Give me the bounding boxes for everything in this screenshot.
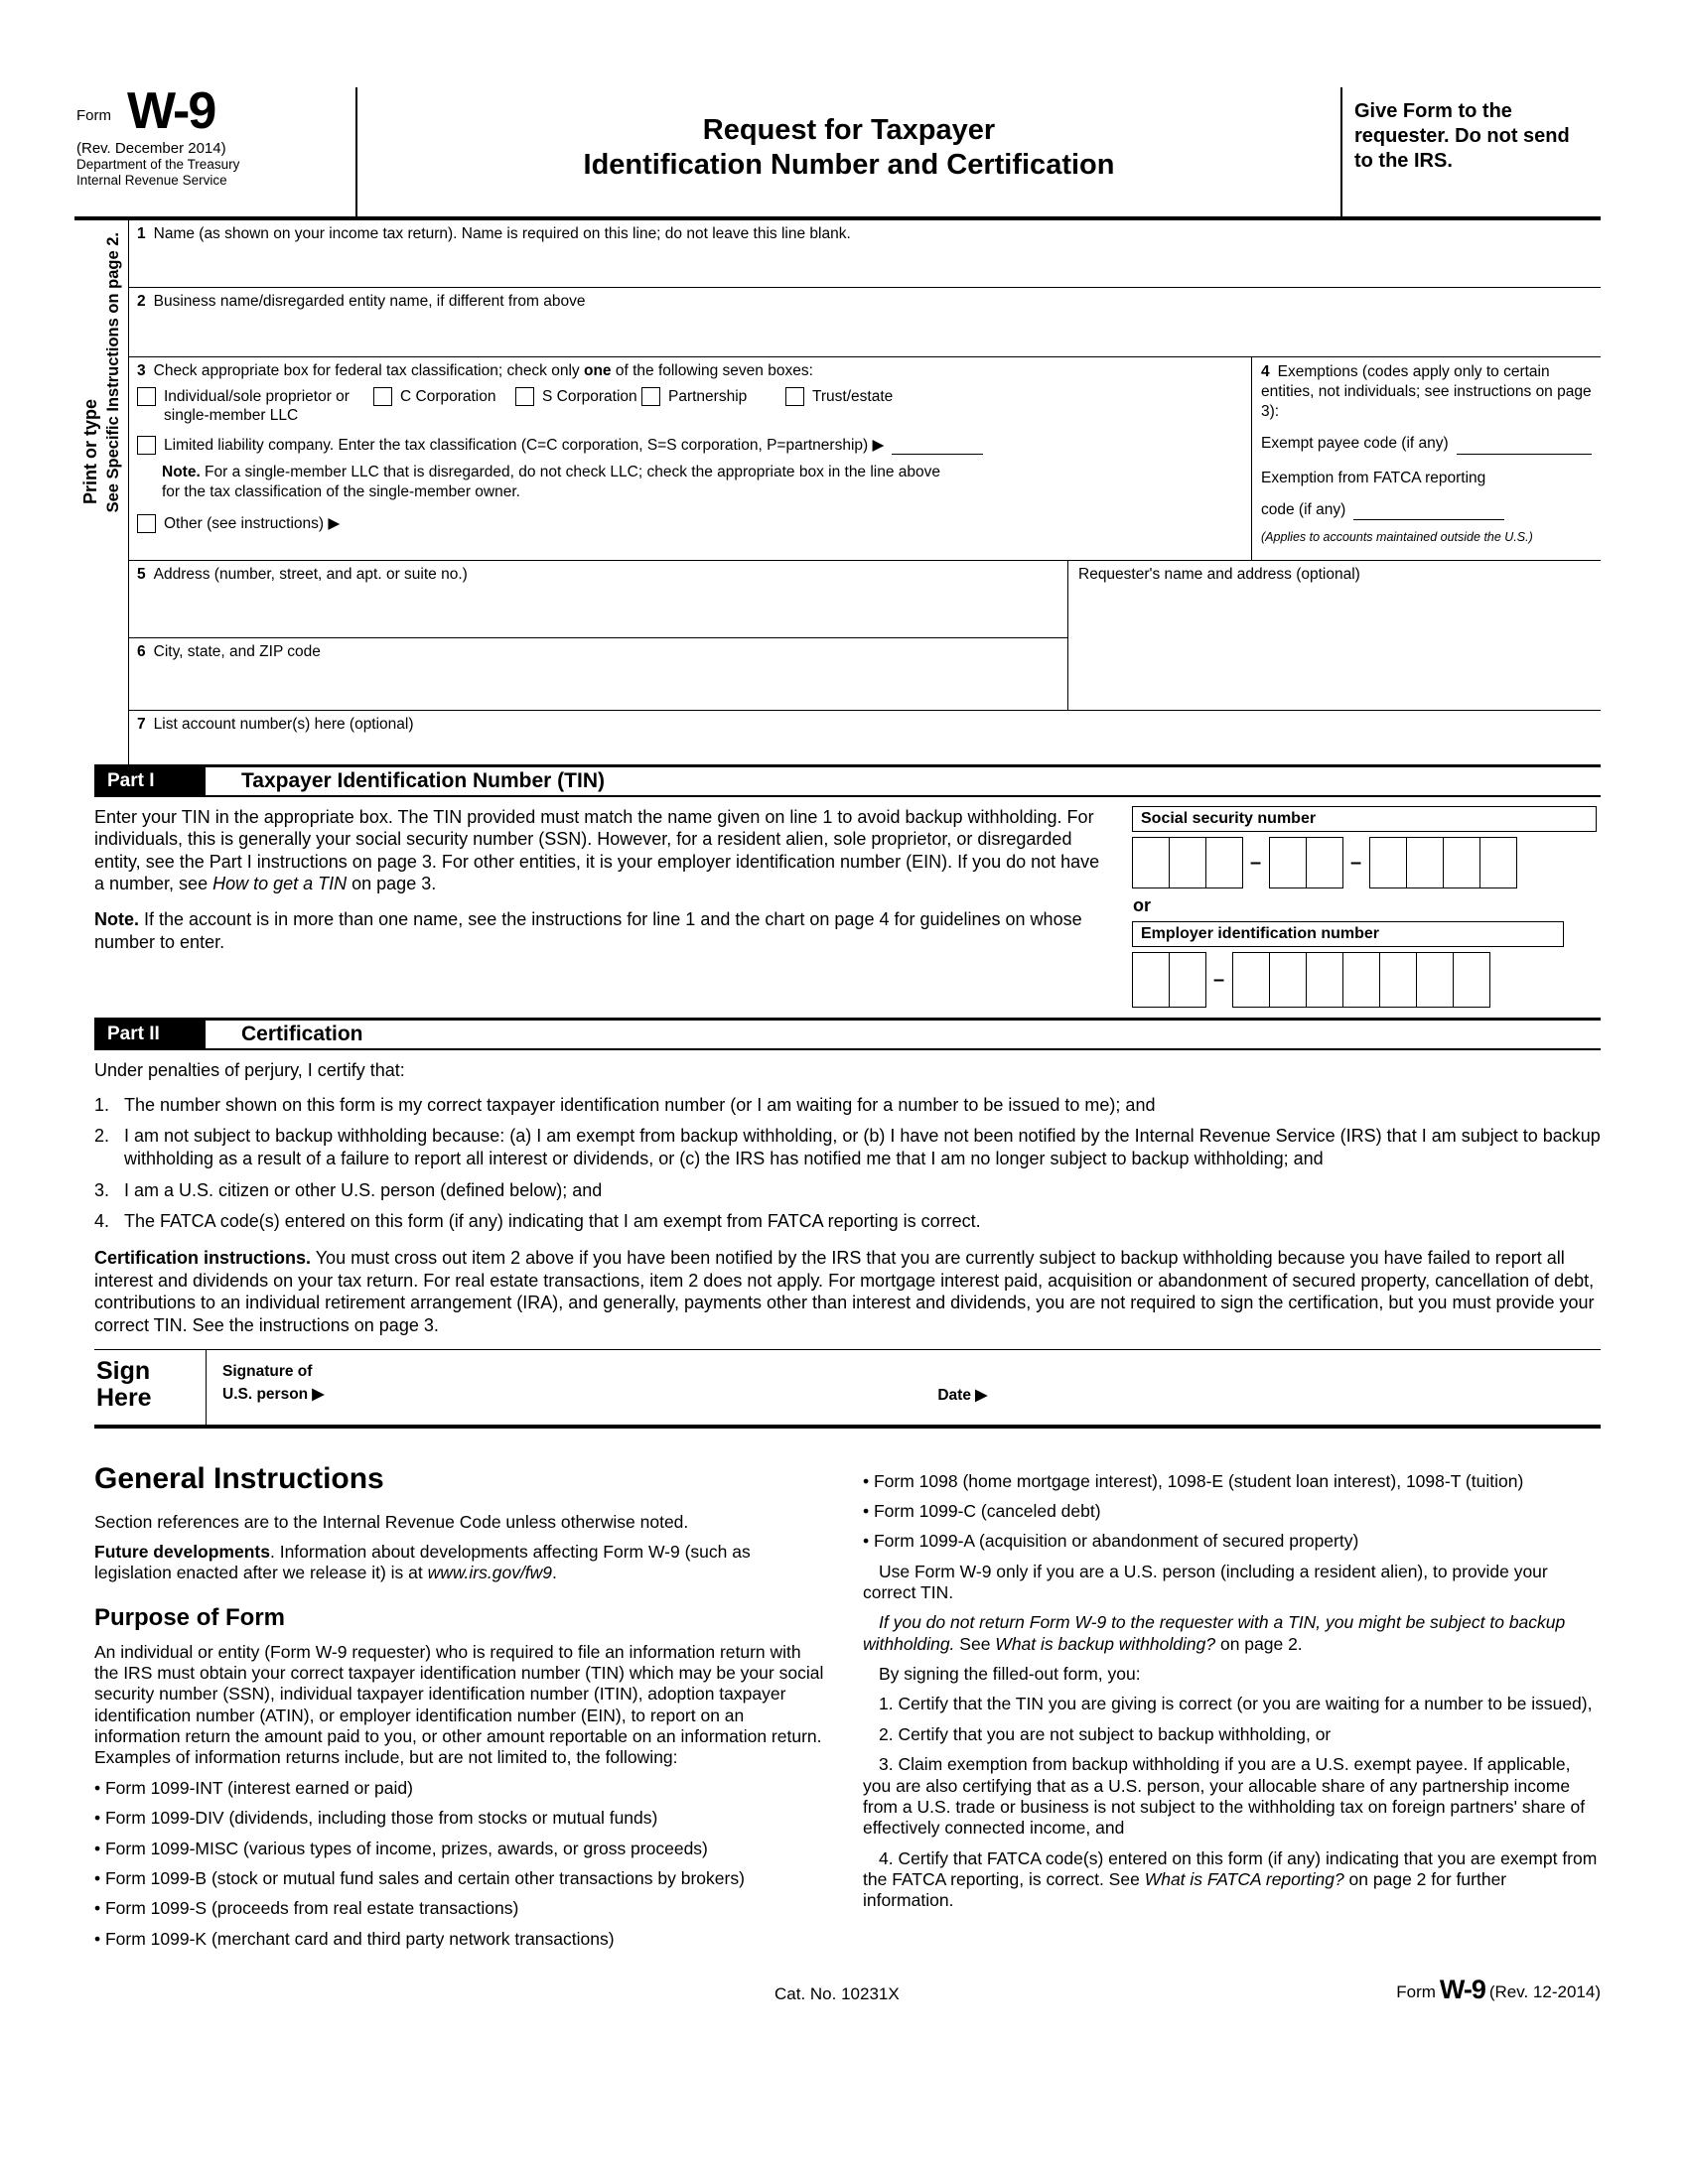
certification-item-2 <box>94 1125 1601 1169</box>
ssn-cells-row <box>1132 837 1601 888</box>
line3-note-text: For a single-member LLC that is disregarded, do not check LLC; check the appropriate box in the line above for the tax classification of the single-member owner. <box>162 463 941 500</box>
requester-label: Requester's name and address (optional) <box>1078 566 1360 583</box>
footer-revision: (Rev. 12-2014) <box>1488 1981 1601 2001</box>
ssn-digit-cell-8[interactable] <box>1443 837 1480 888</box>
form-title-line1: Request for Taxpayer <box>702 114 996 146</box>
partnership-checkbox-item <box>641 387 785 426</box>
fatca-label-line1: Exemption from FATCA reporting <box>1261 469 1486 486</box>
certification-intro: Under penalties of perjury, I certify that: <box>94 1060 405 1080</box>
exempt-payee-line <box>1261 434 1592 454</box>
by-signing-paragraph: By signing the filled-out form, you: <box>879 1664 1141 1685</box>
signature-cell <box>206 1350 1601 1425</box>
bullet-1099-b: • Form 1099-B (stock or mutual fund sales and certain other transactions by brokers) <box>94 1867 745 1888</box>
or-label: or <box>1133 895 1151 915</box>
part1-paragraph-end: on page 3. <box>347 873 437 893</box>
llc-checkbox-label: Limited liability company. Enter the tax classification (C=C corporation, S=S corporation, P=partnership) ▶ <box>164 436 885 454</box>
business-name-input[interactable] <box>137 311 1593 342</box>
s-corporation-checkbox-item <box>515 387 641 426</box>
general-instructions <box>94 1462 1601 1959</box>
certify-item-4-post: on page 2 for further information. <box>863 1868 1507 1911</box>
exempt-payee-code-input[interactable] <box>1457 439 1592 455</box>
department-line1: Department of the Treasury <box>76 156 240 172</box>
catalog-number: Cat. No. 10231X <box>774 1983 900 2003</box>
certification-item-4-text: The FATCA code(s) entered on this form (if any) indicating that I am exempt from FATCA reporting is correct. <box>124 1211 981 1232</box>
irs-url: www.irs.gov/fw9 <box>427 1563 553 1583</box>
individual-checkbox-label: Individual/sole proprietor or single-member LLC <box>164 388 350 425</box>
ssn-digit-cell-7[interactable] <box>1406 837 1444 888</box>
certification-item-2-number: 2. <box>94 1126 110 1147</box>
print-or-type-label: Print or type <box>80 399 100 505</box>
address-requester-block <box>129 561 1601 711</box>
signature-of-line1: Signature of <box>222 1362 313 1380</box>
fatca-code-line <box>1261 500 1592 520</box>
certification-item-1-text: The number shown on this form is my correct taxpayer identification number (or I am waiting for a number to be issued to me); and <box>124 1094 1156 1115</box>
trust-estate-checkbox-label: Trust/estate <box>812 388 894 405</box>
line4-exemptions <box>1251 357 1601 560</box>
line2-business-name-field[interactable] <box>129 288 1601 357</box>
ssn-dash-2: – <box>1349 851 1362 874</box>
other-input[interactable] <box>340 516 1243 532</box>
line3-number: 3 <box>137 362 146 379</box>
certification-item-3-number: 3. <box>94 1179 110 1200</box>
part1-body <box>94 797 1601 1018</box>
bullet-1099-int: • Form 1099-INT (interest earned or paid) <box>94 1777 413 1798</box>
certify-item-3: 3. Claim exemption from backup withholding if you are a U.S. exempt payee. If applicable, you are also certifying that as a U.S. person, your allocable share of any partnership income from a U.S. trade or business is not subject to the withholding tax on foreign partners' share of effectively connected income, and <box>863 1754 1586 1839</box>
general-instructions-title: General Instructions <box>94 1461 384 1495</box>
part2-title: Certification <box>241 1023 363 1045</box>
line5-address-field[interactable] <box>129 561 1067 638</box>
certify-item-2: 2. Certify that you are not subject to backup withholding, or <box>879 1723 1332 1744</box>
signature-of-label <box>222 1360 324 1425</box>
part1-paragraph <box>94 806 1108 894</box>
city-state-zip-input[interactable] <box>137 661 1059 693</box>
line7-number: 7 <box>137 716 146 733</box>
line3-note <box>162 463 956 502</box>
llc-checkbox[interactable] <box>137 436 156 455</box>
backup-withholding-paragraph <box>863 1612 1601 1655</box>
part2-chip: Part II <box>94 1021 206 1048</box>
department-line2: Internal Revenue Service <box>76 172 227 188</box>
footer-form-reference <box>1396 1975 1601 2005</box>
c-corporation-checkbox[interactable] <box>373 387 392 406</box>
individual-checkbox-item <box>137 387 373 426</box>
line6-number: 6 <box>137 643 146 660</box>
certification-instructions <box>94 1247 1601 1337</box>
ssn-digit-cell-1[interactable] <box>1132 837 1170 888</box>
part2-header <box>94 1018 1601 1050</box>
here-word: Here <box>96 1384 152 1413</box>
certification-item-2-text: I am not subject to backup withholding because: (a) I am exempt from backup withholding, or (b) I have not been notified by the Internal Revenue Service (IRS) that I am subject to backup withholding as a result of a failure to report all interest or dividends, or (c) the IRS has notified me that I am no longer subject to backup withholding; and <box>124 1126 1601 1169</box>
line1-label: Name (as shown on your income tax return). Name is required on this line; do not leave this line blank. <box>153 225 851 242</box>
ein-digit-cell-4[interactable] <box>1269 952 1307 1008</box>
backup-withholding-mid: See <box>954 1633 996 1654</box>
ssn-digit-cell-9[interactable] <box>1479 837 1517 888</box>
line3-label-pre: Check appropriate box for federal tax classification; check only <box>153 362 584 379</box>
ssn-digit-cell-5[interactable] <box>1306 837 1343 888</box>
bullet-1099-c: • Form 1099-C (canceled debt) <box>863 1501 1101 1522</box>
address-input[interactable] <box>137 584 1059 619</box>
use-form-paragraph: Use Form W-9 only if you are a U.S. person (including a resident alien), to provide your correct TIN. <box>863 1561 1548 1603</box>
ssn-digit-cell-6[interactable] <box>1369 837 1407 888</box>
account-numbers-input[interactable] <box>137 734 1593 753</box>
instructions-right-column <box>863 1462 1601 1959</box>
part1-paragraph-text: Enter your TIN in the appropriate box. The TIN provided must match the name given on line 1 to avoid backup withholding. For individuals, this is generally your social security number (SSN). However, for a resident alien, sole proprietor, or disregarded entity, see the Part I instructions on page 3. For other entities, it is your employer identification number (EIN). If you do not have a number, see <box>94 807 1100 893</box>
exempt-payee-label: Exempt payee code (if any) <box>1261 435 1449 453</box>
trust-estate-checkbox[interactable] <box>785 387 804 406</box>
instructions-left-column <box>94 1462 827 1959</box>
fatca-label-line2: code (if any) <box>1261 500 1346 518</box>
certification-item-4 <box>94 1210 1601 1233</box>
part1-chip: Part I <box>94 767 206 795</box>
fatca-applies-note: (Applies to accounts maintained outside the U.S.) <box>1261 529 1533 544</box>
partnership-checkbox-label: Partnership <box>668 388 748 405</box>
sign-word: Sign <box>96 1356 151 1385</box>
partnership-checkbox[interactable] <box>641 387 660 406</box>
future-developments-paragraph <box>94 1542 827 1584</box>
form-word: Form <box>76 106 111 124</box>
part1-title: Taxpayer Identification Number (TIN) <box>241 769 605 792</box>
line2-label: Business name/disregarded entity name, if different from above <box>153 293 586 310</box>
fatca-reporting-question: What is FATCA reporting? <box>1144 1868 1344 1889</box>
ein-digit-cell-9[interactable] <box>1453 952 1490 1008</box>
part1-note-bold: Note. <box>94 909 139 930</box>
trust-estate-checkbox-item <box>785 387 893 426</box>
ein-digit-cell-1[interactable] <box>1132 952 1170 1008</box>
bullet-1099-s: • Form 1099-S (proceeds from real estate transactions) <box>94 1898 519 1919</box>
s-corporation-checkbox-label: S Corporation <box>542 388 637 405</box>
line1-name-field[interactable] <box>129 220 1601 288</box>
ein-digit-cell-3[interactable] <box>1232 952 1270 1008</box>
ssn-label-box: Social security number <box>1132 806 1597 832</box>
line7-account-field[interactable] <box>129 711 1601 764</box>
ein-digit-cell-5[interactable] <box>1306 952 1343 1008</box>
signature-section <box>94 1349 1601 1429</box>
form-revision: (Rev. December 2014) <box>76 139 226 157</box>
ssn-dash-1: – <box>1249 851 1262 874</box>
name-input[interactable] <box>137 243 1593 273</box>
ein-digit-cell-8[interactable] <box>1416 952 1454 1008</box>
form-id-block <box>74 82 357 216</box>
part1-instructions <box>94 806 1132 1008</box>
give-form-note: Give Form to the requester. Do not send to the IRS. <box>1340 87 1601 216</box>
part1-note-text: If the account is in more than one name, see the instructions for line 1 and the chart on page 4 for guidelines on whose number to enter. <box>94 909 1082 952</box>
page-footer <box>94 1975 1601 2016</box>
line5-number: 5 <box>137 566 146 583</box>
part1-header <box>94 764 1601 797</box>
backup-withholding-question: What is backup withholding? <box>995 1633 1216 1654</box>
ein-digit-cell-7[interactable] <box>1379 952 1417 1008</box>
ssn-digit-cell-3[interactable] <box>1205 837 1243 888</box>
backup-withholding-end: on page 2. <box>1215 1633 1303 1654</box>
line4-label: Exemptions (codes apply only to certain entities, not individuals; see instructions on page 3): <box>1261 363 1592 421</box>
certify-item-4 <box>863 1848 1601 1912</box>
line3-classification <box>129 357 1251 560</box>
line3-note-bold: Note. <box>162 463 201 480</box>
see-specific-instructions-label: See Specific Instructions on page 2. <box>104 232 122 513</box>
line6-label: City, state, and ZIP code <box>153 643 321 660</box>
certification-item-3-text: I am a U.S. citizen or other U.S. person (defined below); and <box>124 1179 603 1200</box>
line7-label: List account number(s) here (optional) <box>153 716 414 733</box>
purpose-of-form-title: Purpose of Form <box>94 1603 286 1631</box>
part1-note <box>94 908 1108 953</box>
s-corporation-checkbox[interactable] <box>515 387 534 406</box>
other-checkbox[interactable] <box>137 514 156 533</box>
signature-of-line2: U.S. person ▶ <box>222 1385 325 1403</box>
individual-checkbox[interactable] <box>137 387 156 406</box>
signature-input[interactable] <box>324 1360 820 1425</box>
ein-digit-cell-2[interactable] <box>1169 952 1206 1008</box>
certify-item-1: 1. Certify that the TIN you are giving is correct (or you are waiting for a number to be issued), <box>879 1694 1593 1714</box>
line2-number: 2 <box>137 293 146 310</box>
ein-digit-cell-6[interactable] <box>1342 952 1380 1008</box>
part2-body <box>94 1050 1601 1349</box>
form-title <box>357 87 1340 216</box>
footer-form-word: Form <box>1396 1981 1436 2001</box>
line6-city-field[interactable] <box>129 638 1067 710</box>
left-sidebar <box>74 220 129 764</box>
line3-line4-row <box>129 357 1601 561</box>
certification-item-1 <box>94 1094 1601 1117</box>
fatca-code-input[interactable] <box>1353 504 1504 520</box>
line5-label: Address (number, street, and apt. or suite no.) <box>153 566 468 583</box>
form-title-line2: Identification Number and Certification <box>583 148 1115 181</box>
bullet-1099-a: • Form 1099-A (acquisition or abandonment of secured property) <box>863 1531 1359 1552</box>
ein-cells-row <box>1132 952 1601 1008</box>
certification-instructions-text: You must cross out item 2 above if you have been notified by the IRS that you are currently subject to backup withholding because you have failed to report all interest and dividends on your tax return. For real estate transactions, item 2 does not apply. For mortgage interest paid, acquisition or abandonment of secured property, cancellation of debt, contributions to an individual retirement arrangement (IRA), and generally, payments other than interest and dividends, you are not required to sign the certification, but you must provide your correct TIN. See the instructions on page 3. <box>94 1248 1595 1336</box>
sign-here-label <box>94 1350 206 1425</box>
future-developments-end: . <box>552 1563 557 1583</box>
purpose-paragraph: An individual or entity (Form W-9 requester) who is required to file an information return with the IRS must obtain your correct taxpayer identification number (TIN) which may be your social security number (SSN), individual taxpayer identification number (ITIN), adoption taxpayer identification number (ATIN), or employer identification number (EIN), to report on an information return the amount paid to you, or other amount reportable on an information return. Examples of information returns include, but are not limited to, the following: <box>94 1641 824 1768</box>
other-checkbox-item <box>137 514 1243 533</box>
tin-entry-area <box>1132 806 1601 1008</box>
form-header <box>74 82 1601 220</box>
certification-instructions-bold: Certification instructions. <box>94 1248 312 1269</box>
date-label: Date ▶ <box>937 1386 988 1404</box>
other-checkbox-label: Other (see instructions) ▶ <box>164 515 341 533</box>
future-developments-bold: Future developments <box>94 1542 270 1563</box>
requester-box[interactable] <box>1067 561 1601 710</box>
section-references-paragraph: Section references are to the Internal Revenue Code unless otherwise noted. <box>94 1511 689 1532</box>
line3-label-post: of the following seven boxes: <box>611 362 813 379</box>
bullet-1099-misc: • Form 1099-MISC (various types of income, prizes, awards, or gross proceeds) <box>94 1838 708 1858</box>
certification-item-1-number: 1. <box>94 1094 110 1115</box>
certification-item-4-number: 4. <box>94 1211 110 1232</box>
certify-item-4-pre: 4. Certify that FATCA code(s) entered on this form (if any) indicating that you are exempt from the FATCA reporting, is correct. See <box>863 1847 1598 1889</box>
line1-number: 1 <box>137 225 146 242</box>
footer-form-number: W-9 <box>1439 1974 1485 2004</box>
ssn-digit-cell-4[interactable] <box>1269 837 1307 888</box>
line4-number: 4 <box>1261 363 1270 380</box>
llc-classification-input[interactable] <box>892 439 983 455</box>
field-rows <box>74 220 1601 764</box>
ein-label-box: Employer identification number <box>1132 921 1564 947</box>
bullet-1099-div: • Form 1099-DIV (dividends, including those from stocks or mutual funds) <box>94 1808 658 1829</box>
line3-label-bold: one <box>583 362 612 379</box>
ein-dash: – <box>1212 968 1225 991</box>
c-corporation-checkbox-label: C Corporation <box>400 388 496 405</box>
part1-paragraph-italic: How to get a TIN <box>212 873 348 893</box>
bullet-1098: • Form 1098 (home mortgage interest), 1098-E (student loan interest), 1098-T (tuition) <box>863 1470 1524 1491</box>
backup-withholding-italic: If you do not return Form W-9 to the requester with a TIN, you might be subject to backup withholding. <box>863 1612 1566 1654</box>
llc-checkbox-item <box>137 436 1243 455</box>
ssn-digit-cell-2[interactable] <box>1169 837 1206 888</box>
c-corporation-checkbox-item <box>373 387 515 426</box>
certification-item-3 <box>94 1179 1601 1202</box>
bullet-1099-k: • Form 1099-K (merchant card and third party network transactions) <box>94 1928 615 1949</box>
form-number: W-9 <box>127 82 215 140</box>
future-developments-text: . Information about developments affecting Form W-9 (such as legislation enacted after we release it) is at <box>94 1542 751 1583</box>
